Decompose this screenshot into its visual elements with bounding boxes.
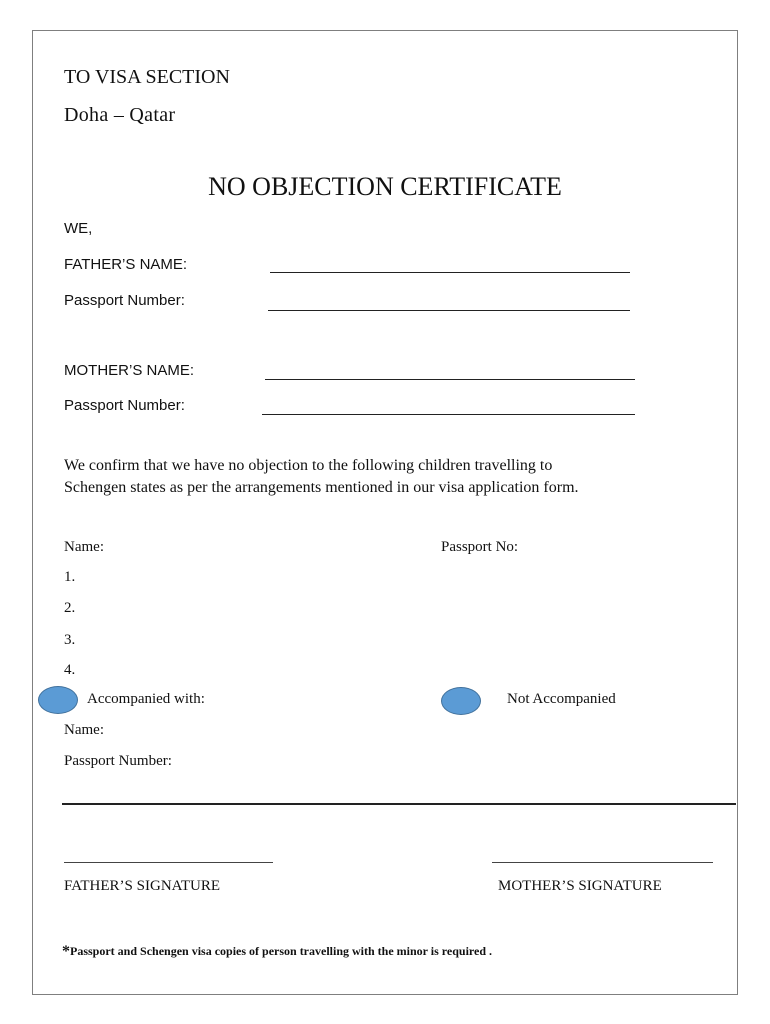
footnote-text: Passport and Schengen visa copies of person travelling with the minor is required .	[70, 944, 493, 958]
we-label: WE,	[64, 220, 93, 237]
confirmation-line-1: We confirm that we have no objection to the following children travelling to	[64, 457, 553, 474]
section-divider	[62, 803, 736, 805]
confirmation-line-2: Schengen states as per the arrangements mentioned in our visa application form.	[64, 479, 579, 496]
father-name-label: FATHER’S NAME:	[64, 256, 188, 273]
children-passport-header: Passport No:	[441, 539, 519, 555]
mother-name-field[interactable]	[265, 379, 635, 380]
accompanied-radio[interactable]	[38, 686, 78, 714]
children-name-header: Name:	[64, 539, 104, 555]
child-row-1: 1.	[64, 569, 76, 585]
mother-passport-field[interactable]	[262, 414, 635, 415]
father-name-field[interactable]	[270, 272, 630, 273]
footnote	[62, 943, 492, 961]
father-passport-label: Passport Number:	[64, 292, 185, 309]
footnote-asterisk: *	[62, 943, 70, 960]
child-row-3: 3.	[64, 632, 76, 648]
not-accompanied-label: Not Accompanied	[507, 691, 616, 707]
child-row-4: 4.	[64, 662, 76, 678]
father-passport-field[interactable]	[268, 310, 630, 311]
mother-signature-label: MOTHER’S SIGNATURE	[498, 878, 662, 894]
addressee-city: Doha – Qatar	[64, 104, 176, 126]
mother-name-label: MOTHER’S NAME:	[64, 362, 195, 379]
father-signature-label: FATHER’S SIGNATURE	[64, 878, 220, 894]
companion-name-label: Name:	[64, 722, 104, 738]
accompanied-label: Accompanied with:	[87, 691, 205, 707]
mother-passport-label: Passport Number:	[64, 397, 185, 414]
addressee-line: TO VISA SECTION	[64, 66, 230, 88]
not-accompanied-radio[interactable]	[441, 687, 481, 715]
document-title: NO OBJECTION CERTIFICATE	[208, 172, 562, 201]
mother-signature-line[interactable]	[492, 862, 713, 863]
child-row-2: 2.	[64, 600, 76, 616]
father-signature-line[interactable]	[64, 862, 273, 863]
confirmation-paragraph	[64, 455, 724, 499]
companion-passport-label: Passport Number:	[64, 753, 172, 769]
